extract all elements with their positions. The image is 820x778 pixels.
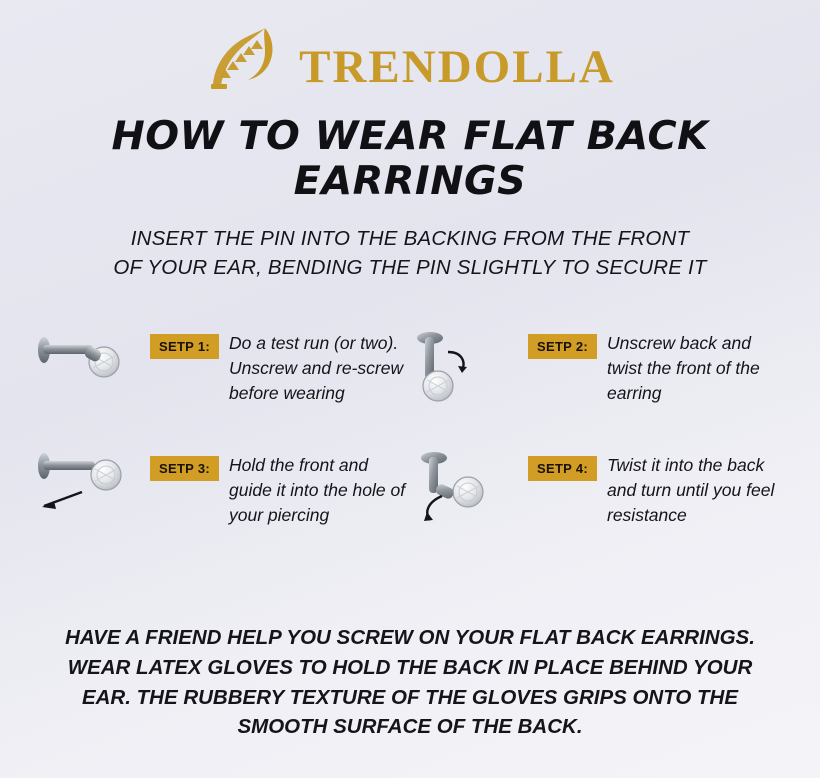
step-item	[30, 328, 408, 408]
footer-line-2: WEAR LATEX GLOVES TO HOLD THE BACK IN PLACE BEHIND YOUR	[67, 655, 753, 679]
step-item	[408, 450, 786, 530]
subheading-line-2: OF YOUR EAR, BENDING THE PIN SLIGHTLY TO SECURE IT	[113, 256, 707, 280]
subheading-line-1: INSERT THE PIN INTO THE BACKING FROM THE FRONT	[130, 227, 690, 250]
step-badge: SETP 1:	[150, 334, 219, 359]
footer-note	[0, 623, 820, 742]
flat-back-earring-twist-icon	[408, 450, 528, 530]
step-badge: SETP 3:	[150, 456, 219, 481]
step-item	[408, 328, 786, 408]
step-badge: SETP 4:	[528, 456, 597, 481]
step-text: Twist it into the back and turn until you feel resistance	[607, 455, 775, 525]
brand-header	[0, 0, 820, 96]
footer-line-4: SMOOTH SURFACE OF THE BACK.	[237, 715, 583, 739]
footer-line-3: EAR. THE RUBBERY TEXTURE OF THE GLOVES GRIPS ONTO THE	[81, 685, 739, 709]
brand-name: TRENDOLLA	[299, 40, 615, 93]
step-text: Unscrew back and twist the front of the earring	[607, 333, 760, 403]
step-text: Hold the front and guide it into the hole of your piercing	[229, 455, 406, 525]
step-text: Do a test run (or two). Unscrew and re-screw before wearing	[229, 333, 404, 403]
step-item	[30, 450, 408, 530]
page-title: HOW TO WEAR FLAT BACK EARRINGS	[111, 114, 709, 204]
flat-back-earring-rotate-icon	[408, 328, 528, 408]
flat-back-earring-arrow-left-icon	[30, 450, 150, 530]
flat-back-earring-icon	[30, 328, 150, 408]
crown-arc-icon	[205, 22, 291, 96]
footer-line-1: HAVE A FRIEND HELP YOU SCREW ON YOUR FLAT BACK EARRINGS.	[65, 626, 755, 650]
step-badge: SETP 2:	[528, 334, 597, 359]
subheading	[0, 224, 820, 282]
steps-grid	[0, 328, 820, 530]
